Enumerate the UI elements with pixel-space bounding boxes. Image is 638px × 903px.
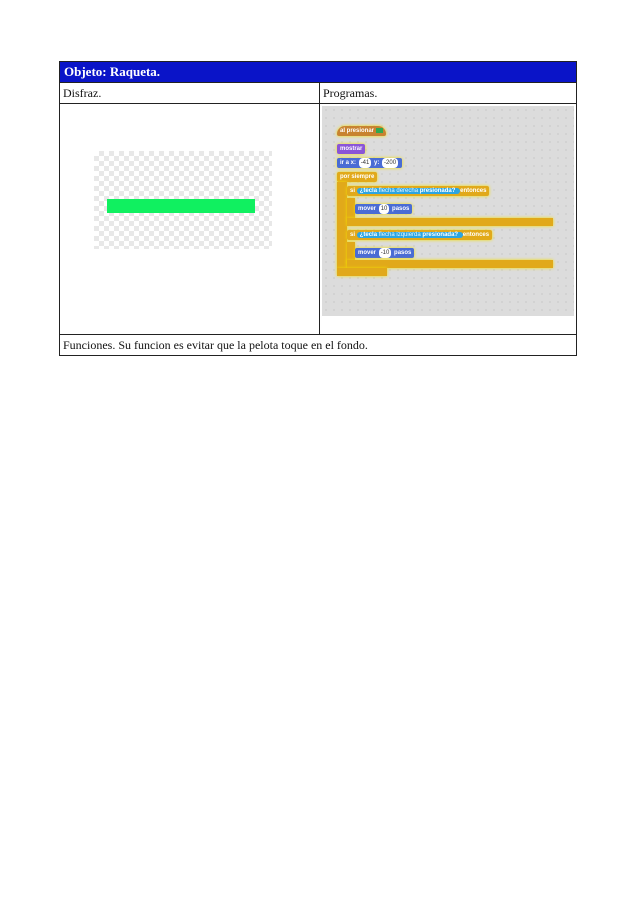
if1-label: si — [350, 188, 356, 194]
forever-label: por siempre — [340, 174, 375, 180]
move2-label: mover — [358, 250, 377, 256]
table-header: Objeto: Raqueta. — [60, 62, 576, 83]
goto-y-input[interactable]: -200 — [384, 160, 397, 166]
move1-input[interactable]: 10 — [380, 206, 388, 212]
key1-q: ¿tecla — [359, 188, 378, 194]
move2-input[interactable]: -10 — [380, 250, 390, 256]
move2-block[interactable] — [355, 248, 414, 258]
move1-steps: pasos — [392, 206, 410, 212]
scripts-area — [322, 106, 574, 316]
green-flag-icon — [376, 128, 383, 133]
footer-text: Funciones. Su funcion es evitar que la pelota toque en el fondo. — [63, 338, 368, 352]
if1-end — [347, 218, 553, 226]
key1-dropdown[interactable]: flecha derecha — [378, 188, 419, 194]
move1-block[interactable] — [355, 204, 412, 214]
label-row — [60, 83, 576, 104]
costume-canvas — [94, 151, 272, 249]
goto-block[interactable] — [337, 158, 402, 168]
forever-arm — [337, 182, 347, 268]
costume-label: Disfraz. — [60, 83, 320, 103]
when-flag-label: al presionar — [340, 128, 375, 134]
key2-pressed: presionada? — [422, 232, 459, 238]
goto-x-input[interactable]: -41 — [360, 160, 370, 166]
footer-row — [60, 335, 576, 355]
costume-cell — [60, 104, 320, 334]
image-row — [60, 104, 576, 335]
object-table — [59, 61, 577, 356]
show-label: mostrar — [340, 146, 363, 152]
move1-label: mover — [358, 206, 377, 212]
key2-sensing[interactable] — [357, 232, 463, 238]
if2-end — [347, 260, 553, 268]
forever-end — [337, 268, 387, 276]
if2-label: si — [350, 232, 356, 238]
when-flag-block[interactable] — [337, 126, 386, 136]
forever-block[interactable] — [337, 172, 377, 182]
goto-label: ir a x: — [340, 160, 357, 166]
key1-pressed: presionada? — [419, 188, 456, 194]
programs-label: Programas. — [323, 86, 378, 100]
if2-then: entonces — [462, 232, 490, 238]
key2-q: ¿tecla — [359, 232, 378, 238]
paddle-sprite — [107, 199, 255, 213]
programs-cell — [320, 104, 576, 334]
if1-block[interactable] — [347, 186, 489, 196]
move2-steps: pasos — [394, 250, 412, 256]
key2-dropdown[interactable]: flecha izquierda — [378, 232, 421, 238]
goto-y-label: y: — [374, 160, 380, 166]
if1-then: entonces — [460, 188, 487, 194]
show-block[interactable] — [337, 144, 365, 154]
if1-arm — [347, 198, 355, 220]
key1-sensing[interactable] — [357, 188, 460, 194]
if2-block[interactable] — [347, 230, 492, 240]
